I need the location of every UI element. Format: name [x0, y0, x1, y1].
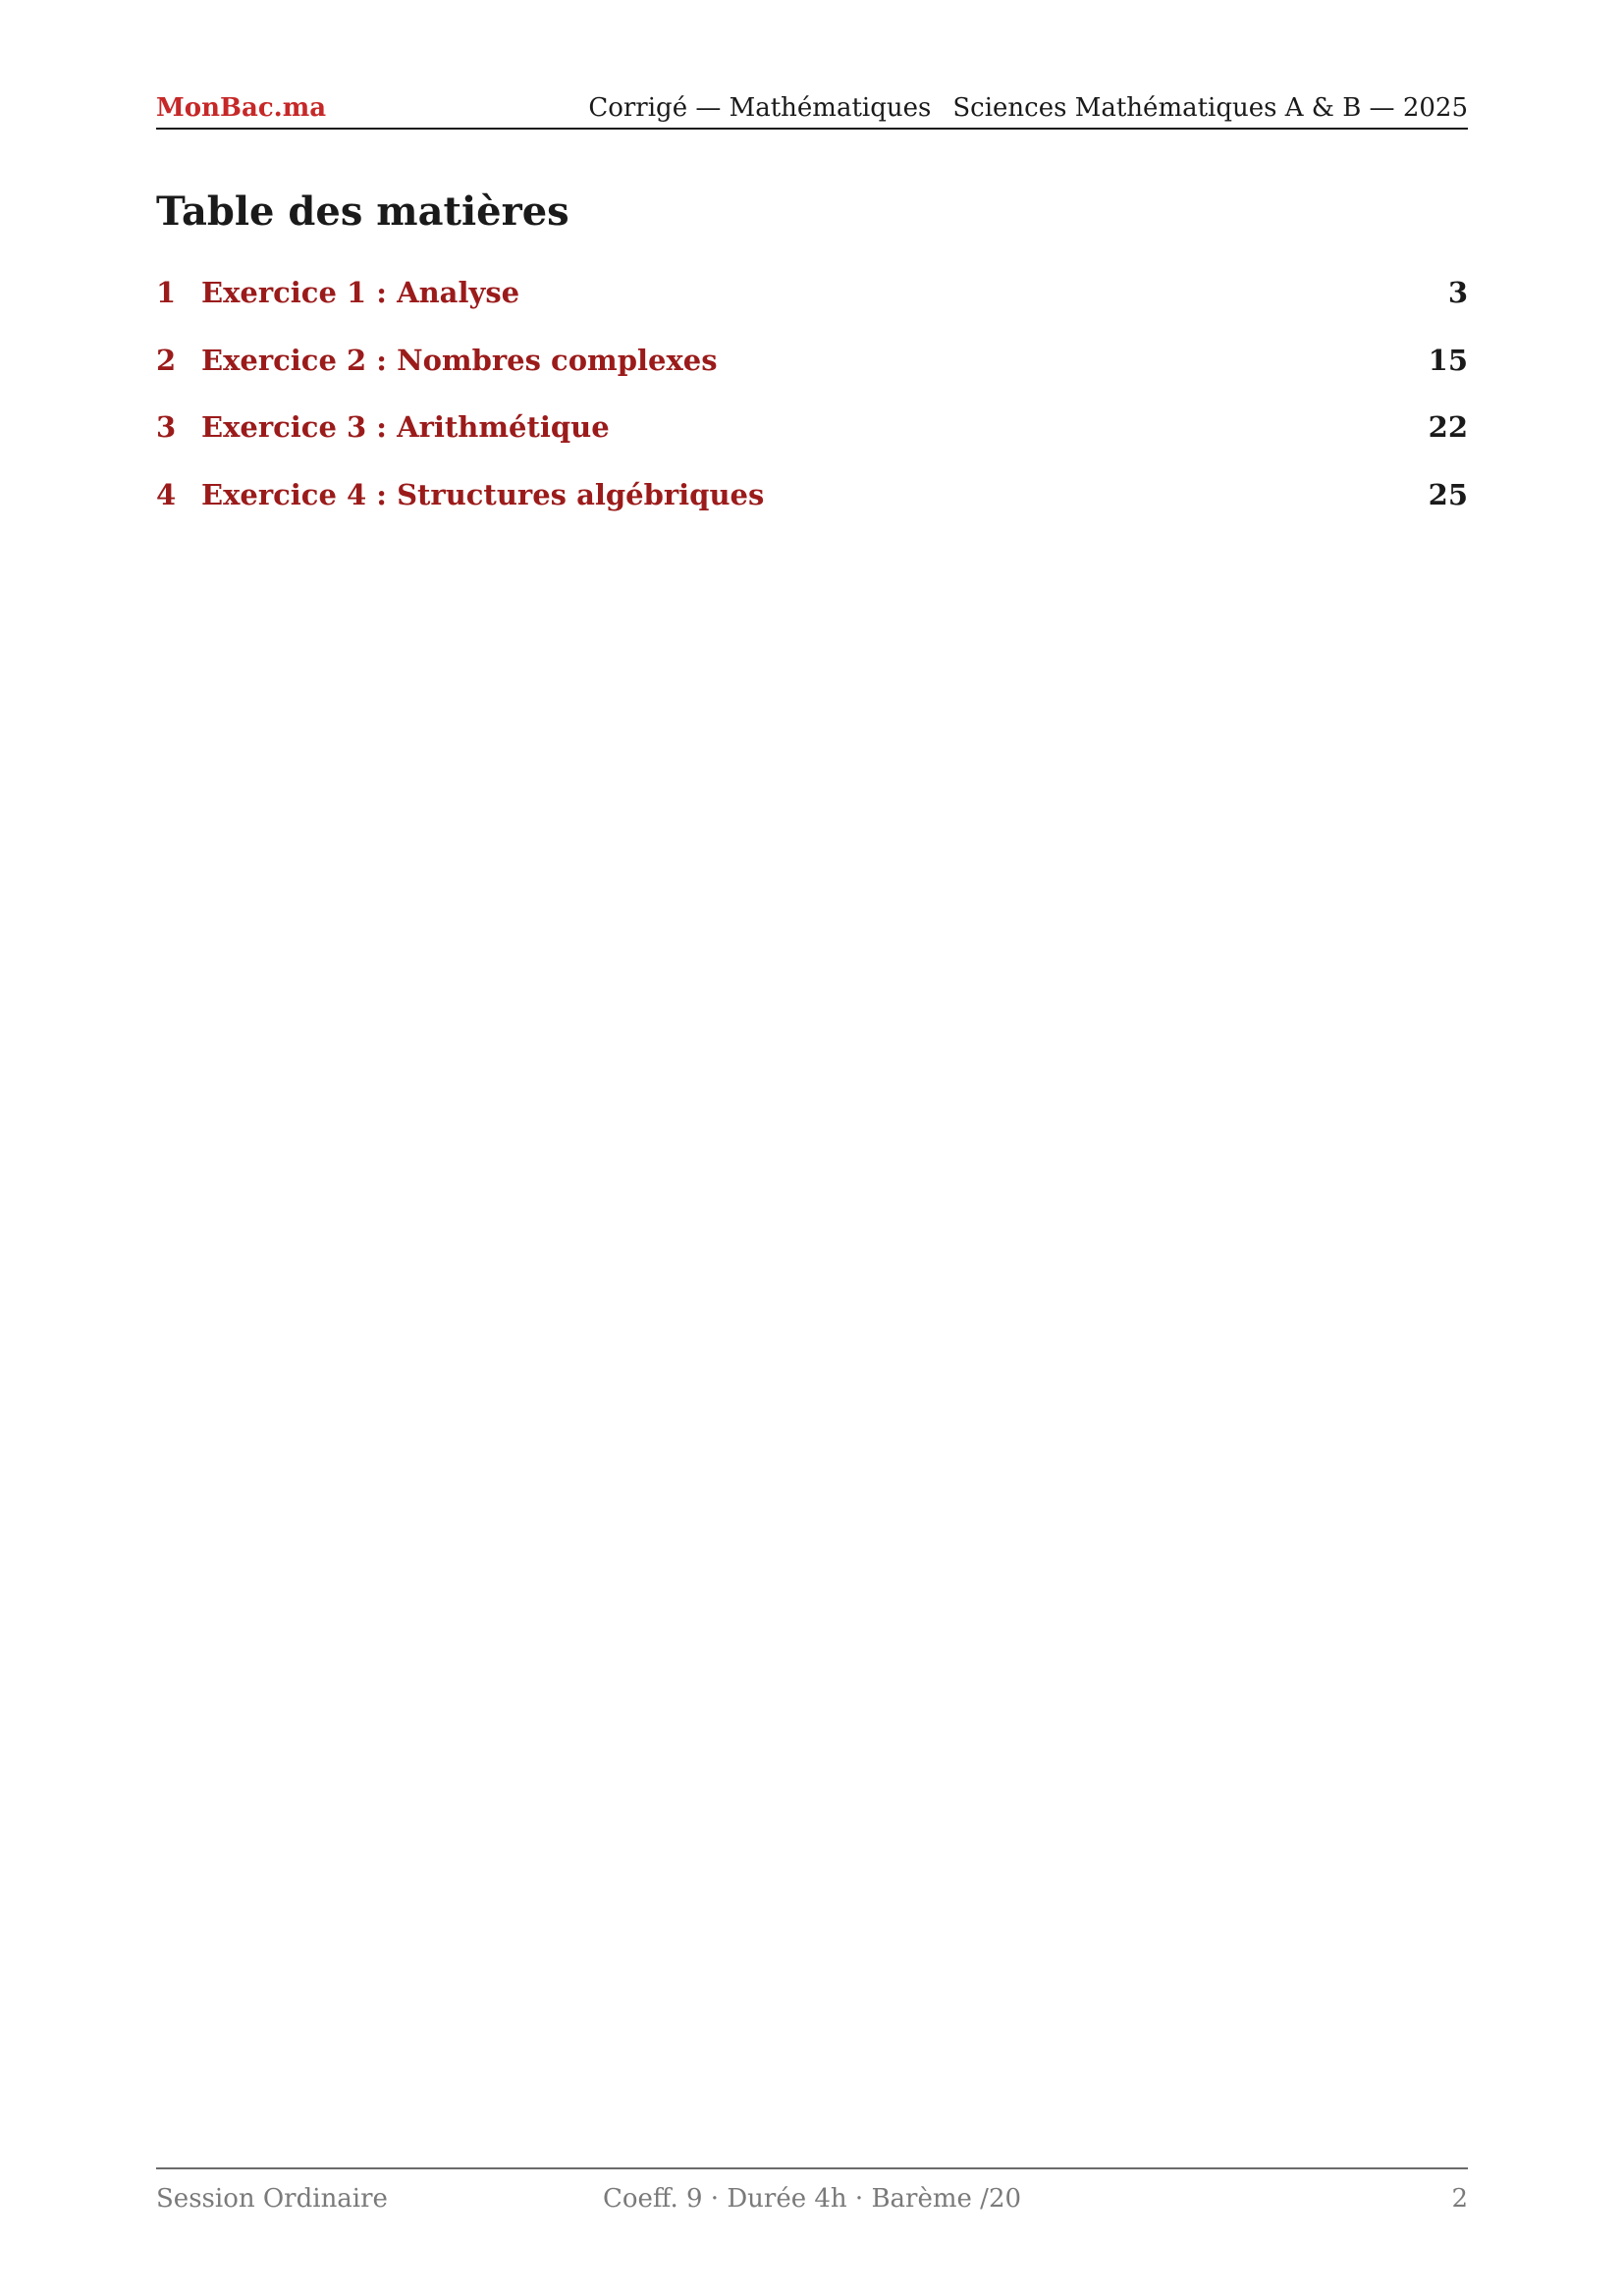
toc-entry-label[interactable]: Exercice 1 : Analyse: [201, 276, 520, 310]
toc-entry-page: 15: [1428, 343, 1468, 377]
header-series: Sciences Mathématiques A & B — 2025: [952, 93, 1468, 123]
page-footer: [156, 2167, 1468, 2216]
table-of-contents: [156, 259, 1468, 528]
header-info: [588, 90, 1468, 126]
toc-entry-4[interactable]: [156, 461, 1468, 529]
toc-entry-number: 4: [156, 477, 177, 511]
toc-entry-2[interactable]: [156, 327, 1468, 395]
footer-exam-info: Coeff. 9 · Durée 4h · Barème /20: [602, 2184, 1022, 2214]
toc-entry-number: 3: [156, 410, 177, 445]
toc-entry-number: 2: [156, 343, 177, 377]
toc-entry-number: 1: [156, 276, 177, 310]
brand-link[interactable]: MonBac.ma: [156, 93, 327, 123]
toc-entry-label[interactable]: Exercice 4 : Structures algébriques: [201, 477, 765, 511]
toc-entry-label[interactable]: Exercice 2 : Nombres complexes: [201, 343, 718, 377]
toc-entry-page: 25: [1428, 477, 1468, 511]
toc-entry-page: 22: [1428, 410, 1468, 445]
toc-entry-label[interactable]: Exercice 3 : Arithmétique: [201, 410, 610, 445]
toc-entry-1[interactable]: [156, 259, 1468, 327]
page-number: 2: [1451, 2184, 1468, 2214]
toc-title: Table des matières: [156, 188, 569, 235]
toc-entry-page: 3: [1447, 276, 1468, 310]
toc-entry-3[interactable]: [156, 394, 1468, 461]
footer-session: Session Ordinaire: [156, 2184, 388, 2214]
page-header: [156, 90, 1468, 130]
header-subtitle: Corrigé — Mathématiques: [588, 93, 932, 123]
